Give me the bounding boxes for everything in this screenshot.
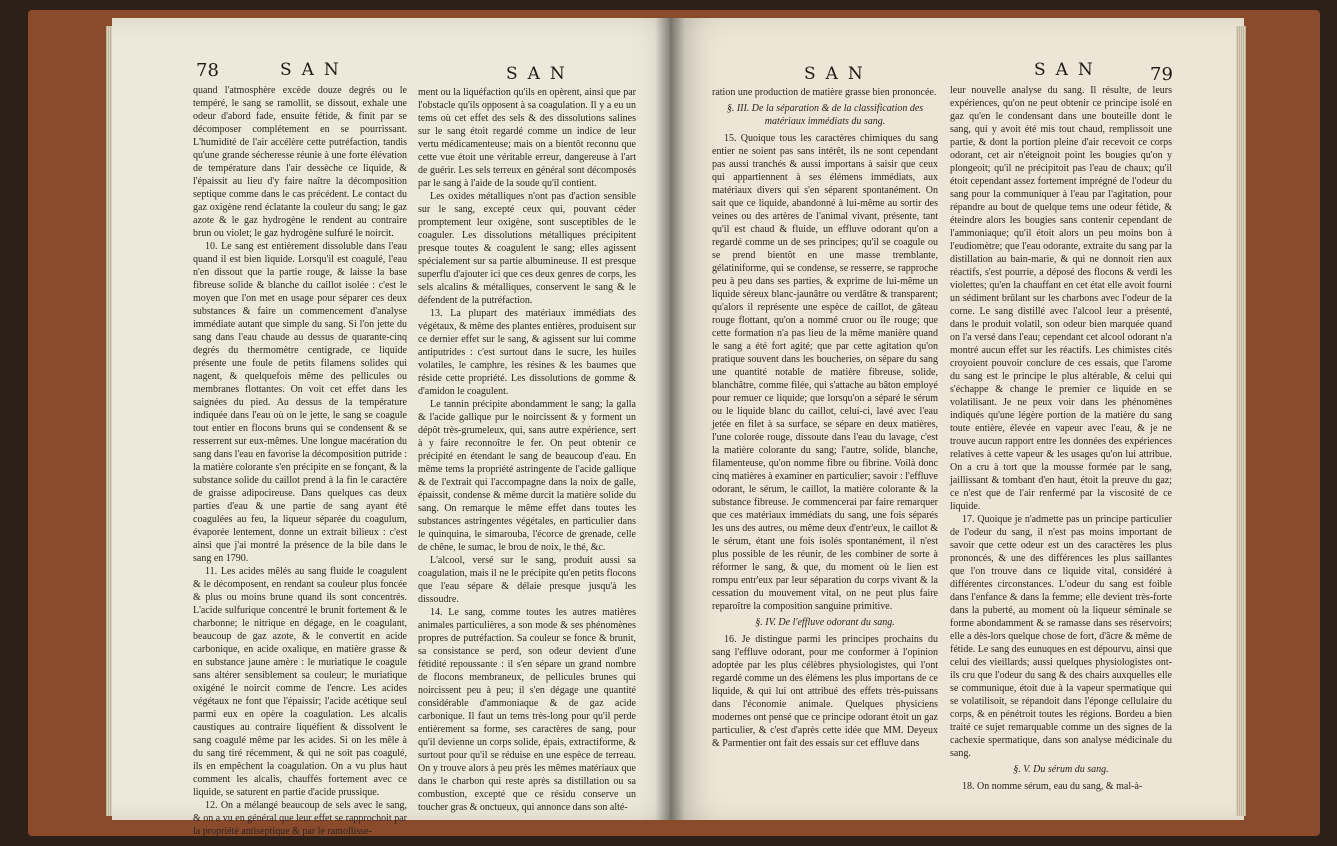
paragraph: 15. Quoique tous les caractères chimiques du sang entier ne soient pas sans intérêt, ils ne sont cependant pas aussi tranchés & aussi importans à saisir que ceux qui appartiennent à ses élémens immédiats, aux matériaux divers qui s'en séparent spontanément. On sait que ce liquide, abandonné à lui-même au sortir des veines ou des artères de l'animal vivant, présente, tant qu'il est chaud & fluide, un effluve odorant qu'on a regardé comme un de ses principes; qu'il se coagule ou se prend bientôt en une masse tremblante, gélatiniforme, qui se condense, se resserre, se rapproche peu à peu dans ses parties, & exprime de lui-même un liquide séreux blanc-jaunâtre ou verdâtre & transparent; qu'alors il représente une espèce de caillot, de gâteau rouge flottant, qu'on a nommé cruor ou île rouge; que cette formation n'a pas lieu de la même manière quand le sang a été fort agité; que par cette agitation qu'on pratique souvent dans les boucheries, on sépare du sang une quantité notable de matière fibreuse, solide, blanchâtre, comme filée, qui s'attache au bâton employé pour remuer ce liquide; que lorsqu'on a séparé le sérum ou le liquide blanc du caillot, celui-ci, lavé avec l'eau jetée en filet à sa surface, se sépare en deux matières, l'une colorée rouge, dissoute dans l'eau du lavage, c'est la matière colorante du sang; l'autre, solide, blanche, filamenteuse, qu'on nomme fibre ou fibrine. Voilà donc cinq matières à examiner en particulier; savoir : l'effluve odorant, le sérum, le caillot, la matière colorante & la substance fibreuse. Je commencerai par faire remarquer que ces matériaux immédiats du sang, une fois séparés les uns des autres, ou même deux d'entr'eux, le caillot & le sérum, étant une fois isolés spontanément, il n'est plus possible de les réunir, de les combiner de sorte à réformer le sang, & que, du moment où le lien est rompu entr'eux par leur séparation du corps vivant & la cessation du mouvement vital, on ne peut plus faire reparoître la composition sanguine primitive. — [712, 133, 938, 612]
paragraph: Les oxides métalliques n'ont pas d'action sensible sur le sang, excepté ceux qui, pouvant céder promptement leur oxigène, sont susceptibles de le coaguler. Les dissolutions métalliques précipitent presque toutes & coagulent le sang; elles agissent spécialement sur sa partie albumineuse. Il est presque superflu d'ajouter ici que ces deux genres de corps, les sels alcalins & métalliques, conservent le sang & le défendent de la putréfaction. — [418, 191, 636, 306]
paragraph: leur nouvelle analyse du sang. Il résulte, de leurs expériences, qu'on ne peut obtenir ce principe isolé en gaz qu'en le condensant dans une bouteille dont le sang, qui y avoit été mis tout chaud, remplissoit une partie, & dont la portion pleine d'air recevoit ce corps odorant, cet air n'éteignoit point les bougies qu'on y plongeoit; qu'il ne précipitoit pas l'eau de chaux; qu'il étoit cependant assez fortement imprégné de l'odeur du sang pour la communiquer à l'eau par l'agitation, pour répandre au bout de quelque tems une odeur fétide, & éteindre alors les bougies sans contenir cependant de l'ammoniaque; qu'il étoit alors un peu moins bon à l'eudiomètre; que l'eau odorante, extraite du sang par la distillation au bain-marie, & qui ne donnoit rien aux réactifs, s'est pourrie, a déposé des flocons & verdi les violettes; qu'en la chauffant en cet état elle avoit fourni un sédiment brûlant sur les charbons avec l'odeur de la corne. Le sang distillé avec l'alcool leur a présenté, dans le produit volatil, son odeur bien marquée quand on l'a versé dans l'eau; cependant cet alcool odorant n'a montré aucun effet sur les réactifs. Les chimistes cités croyoient pouvoir conclure de ces essais, que l'arome du sang est le principe le plus altérable, & celui qui s'échappe & change le premier ce liquide en se volatilisant. Je ne peux voir dans les phénomènes indiqués qu'une légère portion de la matière du sang toute entière, élevée en vapeur avec l'eau, & je ne trouve aucun rapport entre les données des expériences relatives à cette vapeur & les usages qu'on lui attribue. On a cru à tort que la mousse formée par le sang, jaillissant & tombant d'en haut, étoit la preuve du gaz; ce n'est que de l'air renfermé par la viscosité de ce liquide. — [950, 85, 1172, 512]
paragraph: ment ou la liquéfaction qu'ils en opèrent, ainsi que par l'obstacle qu'ils opposent à sa coagulation. Il y a eu un tems où cet effet des sels & des dissolutions salines sur le sang étoit regardé comme un indice de leur vertu médicamenteuse; mais on a bientôt reconnu que cette vue étoit une véritable erreur, dangereuse à l'art de guérir. Les sels terreux en général sont décomposés par le sang à l'aide de la soude qu'il contient. — [418, 87, 636, 189]
paragraph: 17. Quoique je n'admette pas un principe particulier de l'odeur du sang, il n'est pas moins important de savoir que cette odeur est un des caractères les plus prononcés, & une des différences les plus saillantes que l'on trouve dans ce liquide vital, considéré à différentes circonstances. L'odeur du sang est foible dans l'enfance & dans la femme; elle devient très-forte dans la puberté, au moment où la liqueur séminale se forme abondamment & se ramasse dans ses réservoirs; elle a dès-lors quelque chose de fort, d'âcre & même de fétide. Le sang des eunuques en est dépourvu, ainsi que celui des vieillards; aussi quelques physiologistes ont-ils cru que l'odeur du sang & des chairs auxquelles elle se communique, étoit due à la vapeur spermatique qui se volatilisoit, se répandoit dans l'éponge cellulaire du corps, & en pénétroit toutes les régions. Bordeu a bien traité ce sujet remarquable comme un des signes de la cachexie spermatique, dans son analyse médicinale du sang. — [950, 514, 1172, 759]
page-edges-right — [1236, 26, 1246, 816]
paragraph: 14. Le sang, comme toutes les autres matières animales particulières, a son mode & ses phénomènes propres de putréfaction. Sa couleur se fonce & brunit, sa consistance se perd, son odeur devient d'une fétidité repoussante : il s'en sépare un grand nombre de flocons membraneux, de pellicules brunes qui noircissent peu à peu; il s'en dégage une quantité considérable d'ammoniaque & de gaz acide carbonique. Il faut un tems très-long pour qu'il perde entièrement sa forme, ses caractères de sang, pour qu'il devienne un corps solide, épais, extractiforme, & surtout pour qu'il se réduise en une espèce de terreau. On y trouve alors à peu près les mêmes matériaux que dans le charbon qui reste après sa distillation ou sa combustion, excepté que ce résidu conserve un toucher gras & onctueux, qui annonce dans son alté- — [418, 607, 636, 813]
paragraph: 10. Le sang est entièrement dissoluble dans l'eau quand il est bien liquide. Lorsqu'il est coagulé, l'eau n'en dissout que la partie rouge, & laisse la base fibreuse solide & blanche du caillot isolée : c'est le moyen que l'on met en usage pour séparer ces deux substances & faire un commencement d'analyse immédiate autant que simple du sang. Si l'on jette du sang dans l'eau chaude au dessus de quarante-cinq degrés du thermomètre centigrade, ce liquide présente une foule de petits filamens solides qui nagent, & quelquefois même des pellicules ou membranes flottantes. On voit cet effet dans les saignées du pied. Au dessus de la température indiquée dans l'eau où on le jette, le sang se coagule tout entier en flocons bruns qui se condensent & se resserrent sur eux-mêmes. Une longue macération du sang dans l'eau en favorise la décomposition putride : la matière colorante s'en précipite en se fonçant, & la substance solide du caillot prend à la fin le caractère de graisse adipocireuse. Dans quelques cas deux parties d'eau & une partie de sang ayant été coagulées au feu, la liqueur séparée du coagulum, évaporée lentement, donne un extrait bilieux : c'est ainsi que j'ai montré la présence de la bile dans le sang en 1790. — [193, 241, 407, 564]
paragraph: 11. Les acides mêlés au sang fluide le coagulent & le décomposent, en rendant sa couleur plus foncée & plus ou moins brune quand ils sont concentrés. L'acide sulfurique concentré le brunit fortement & le charbonne; le nitrique en dégage, en le coagulant, beaucoup de gaz azote, & le convertit en acide carbonique, en acide oxalique, en matière grasse & en substance jaune amère : le muriatique le coagule sans altérer sensiblement sa couleur; le muriatique oxigéné le noircit comme de l'encre. Les acides végétaux ne font que l'épaissir; l'acide acétique seul parmi eux en opère la coagulation. Les alcalis caustiques au contraire liquéfient & dissolvent le sang coagulé même par les acides. Si on les mêle à du sang tiré récemment, & qui ne soit pas coagulé, ils en empêchent la coagulation. On a vu plus haut comment les alcalis, chauffés fortement avec ce liquide, se saturent en partie d'acide prussique. — [193, 566, 407, 798]
section-heading: §. IV. De l'effluve odorant du sang. — [755, 617, 895, 628]
paragraph: 16. Je distingue parmi les principes prochains du sang l'effluve odorant, pour me conformer à l'opinion adoptée par les plus célèbres physiologistes, qui l'ont regardé comme un des élémens les plus importans de ce liquide, & qui lui ont attribué des effets très-puissans dans l'économie animale. Quelques physiciens modernes ont pensé que ce principe odorant étoit un gaz particulier, & c'est d'après cette idée que MM. Deyeux & Parmentier ont fait des essais sur cet effluve dans — [712, 634, 938, 749]
right-page-column-2 — [950, 84, 1172, 804]
left-page-column-1 — [193, 84, 407, 837]
paragraph: 12. On a mélangé beaucoup de sels avec le sang, & on a vu en général que leur effet se rapprochoit par la propriété antiseptique & par le ramollisse- — [193, 800, 407, 837]
paragraph: ration une production de matière grasse bien prononcée. — [712, 87, 937, 98]
paragraph: Le tannin précipite abondamment le sang; la galla & l'acide gallique pur le noircissent & y forment un dépôt très-grumeleux, qui, sans autre expérience, sert à y faire reconnoître le fer. On peut obtenir ce précipité en étendant le sang de beaucoup d'eau. En même tems la propriété astringente de l'acide gallique & de l'extrait qui l'accompagne dans la noix de galle, épaissit, condense & même durcit la matière solide du sang. On remarque le même effet dans toutes les substances astringentes végétales, en particulier dans le quinquina, le simarouba, l'écorce de grenade, celle de chêne, le sumac, le brou de noix, le thé, &c. — [418, 399, 636, 553]
left-page-column-2 — [418, 86, 636, 813]
paragraph: 18. On nomme sérum, eau du sang, & mal-à- — [962, 781, 1143, 792]
right-running-head-1: SAN — [804, 64, 873, 84]
left-running-head-1: SAN — [280, 60, 349, 80]
section-heading: §. V. Du sérum du sang. — [1013, 764, 1109, 775]
right-page-number: 79 — [1150, 64, 1173, 85]
left-running-head-2: SAN — [506, 64, 575, 84]
right-page-column-1 — [712, 86, 938, 806]
section-heading: §. III. De la séparation & de la classification des matériaux immédiats du sang. — [726, 103, 924, 127]
right-running-head-2: SAN — [1034, 60, 1103, 80]
paragraph: 13. La plupart des matériaux immédiats des végétaux, & même des plantes entières, produisent sur ce dernier effet sur le sang, & agissent sur lui comme antiputrides : c'est surtout dans le sucre, les huiles volatiles, le camphre, les résines & les baumes que réside cette propriété. Les dissolutions de gomme & d'amidon le coagulent. — [418, 308, 636, 397]
paragraph: L'alcool, versé sur le sang, produit aussi sa coagulation, mais il ne le précipite qu'en petits flocons que l'eau sépare & délaie presque jusqu'à les dissoudre. — [418, 555, 636, 605]
left-page-number: 78 — [196, 60, 219, 81]
book-gutter — [655, 18, 685, 820]
paragraph: quand l'atmosphère excède douze degrés ou le tempéré, le sang se ramollit, se dissout, exhale une odeur d'abord fade, ensuite fétide, & finit par se décomposer complétement en se pourrissant. L'humidité de l'air accélère cette putréfaction, tandis qu'une grande sécheresse réunie à une forte élévation de température dans l'air dessèche ce liquide, & l'épaissit au lieu d'y faire naître la décomposition septique comme dans le cas précédent. Le contact du gaz oxigène rend éclatante la couleur du sang; le gaz azote & le gaz hydrogène le rendent au contraire brun ou violet; le gaz hydrogène sulfuré le noircit. — [193, 85, 407, 239]
